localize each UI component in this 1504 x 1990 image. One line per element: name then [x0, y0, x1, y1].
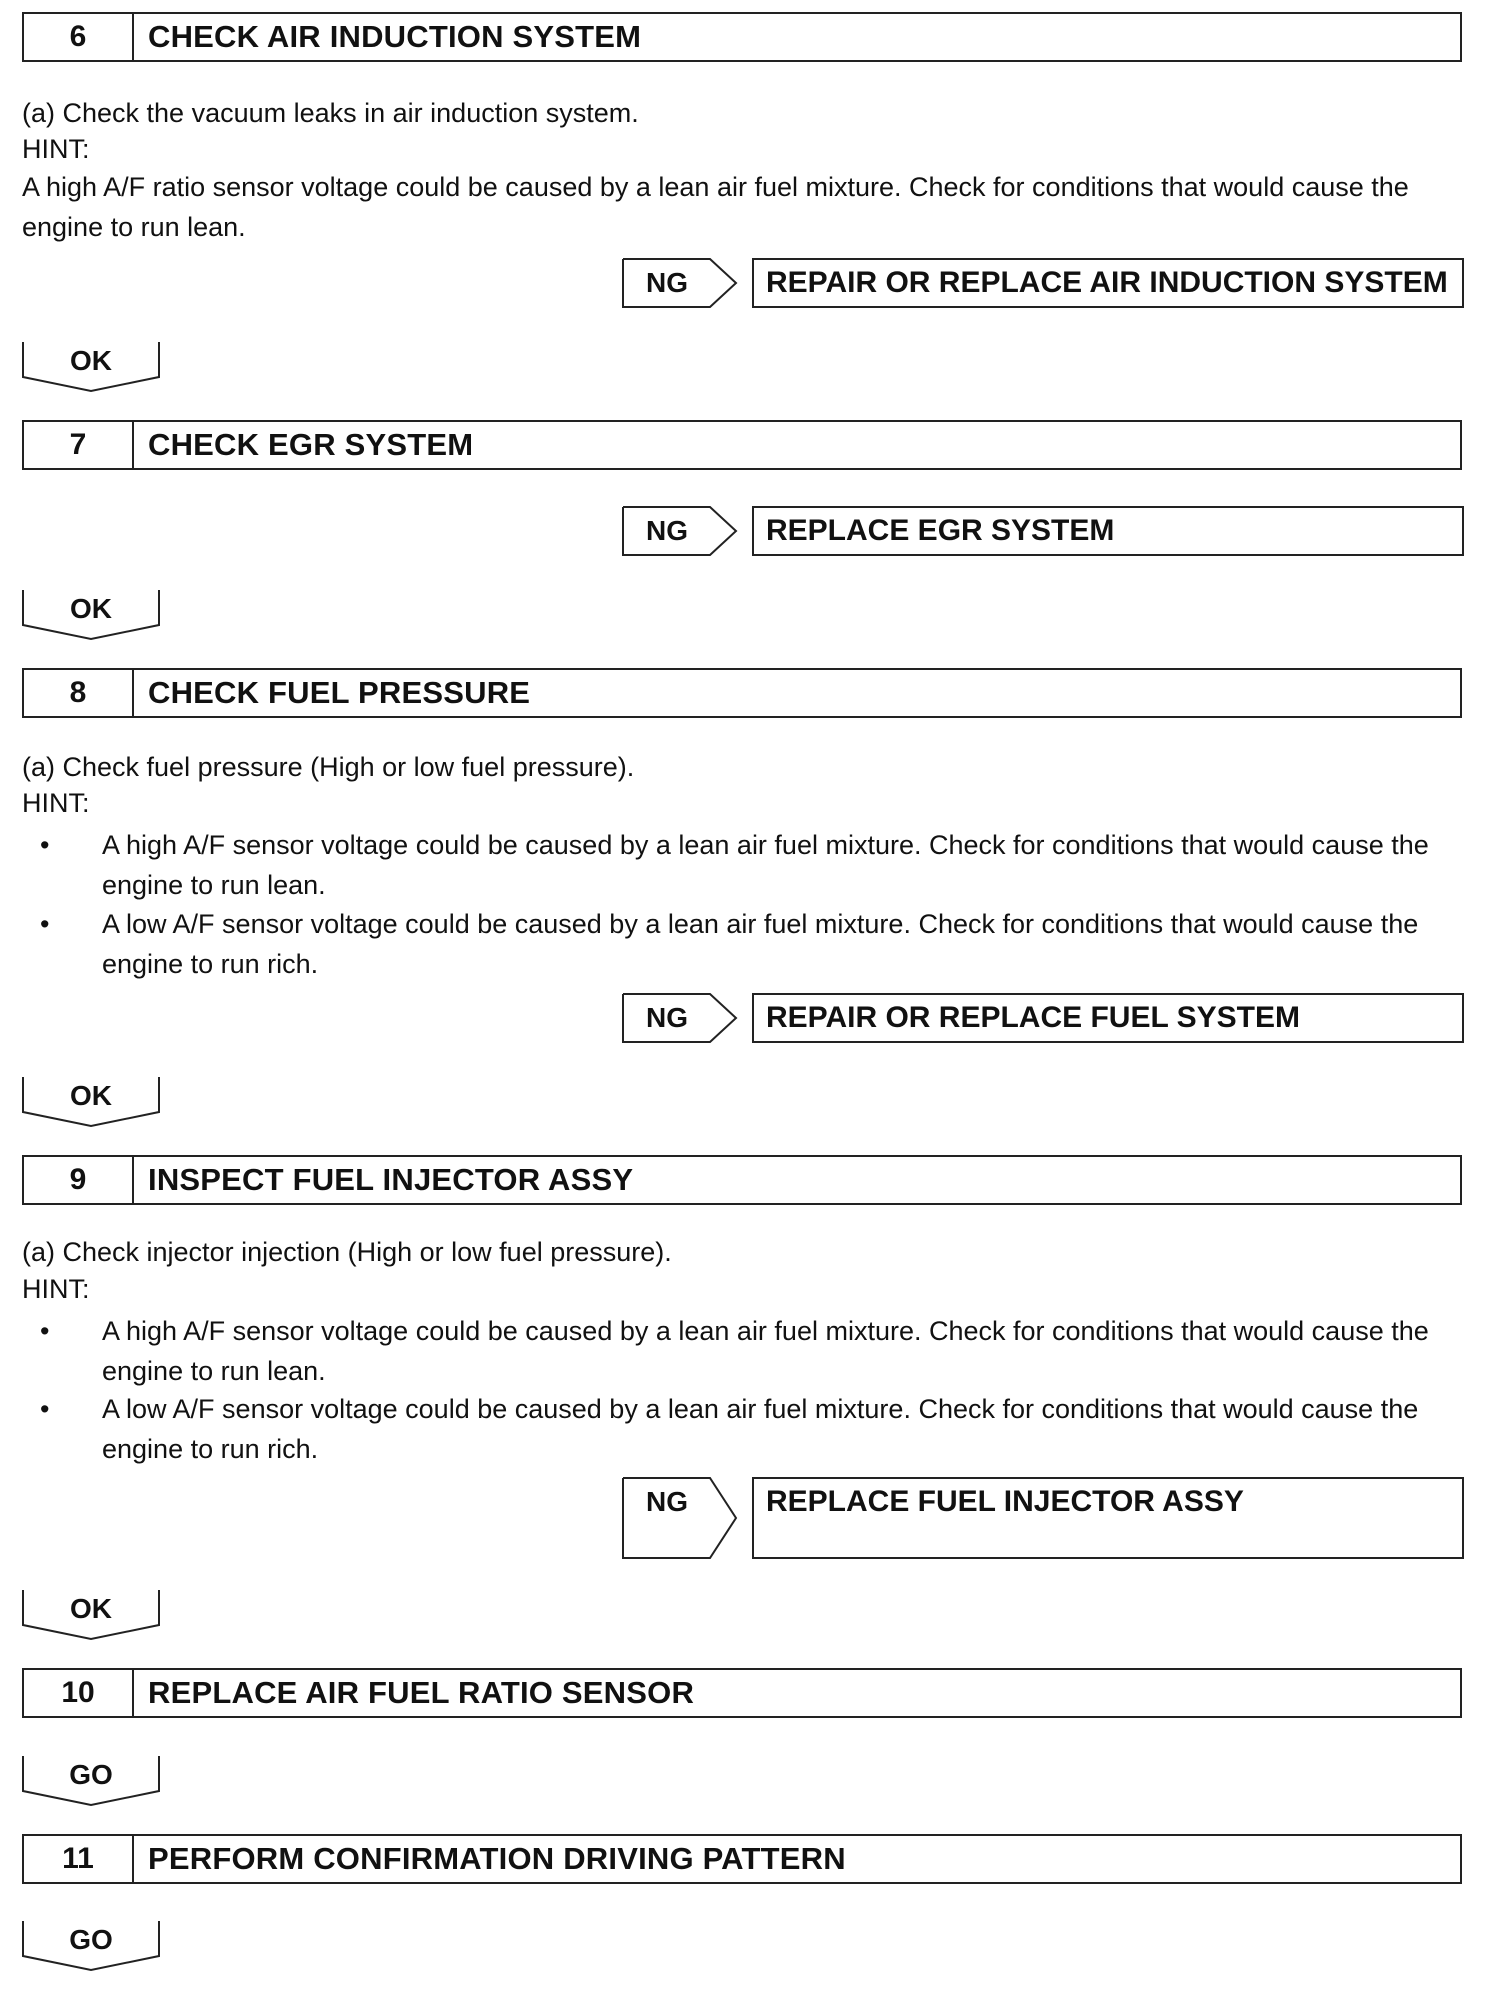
step-10-header: [22, 1668, 1462, 1718]
step-6-hint-text: A high A/F ratio sensor voltage could be caused by a lean air fuel mixture. Check for conditions that would cause the engine to run lean.: [22, 172, 1409, 242]
step-number: 8: [24, 670, 134, 716]
ng-result-7: REPLACE EGR SYSTEM: [752, 506, 1464, 556]
step-6-header: [22, 12, 1462, 62]
hint-label: HINT:: [22, 788, 90, 818]
step-8-header: [22, 668, 1462, 718]
step-9-item-a: (a) Check injector injection (High or low fuel pressure).: [22, 1237, 672, 1267]
step-number: 10: [24, 1670, 134, 1716]
step-6-item-a: (a) Check the vacuum leaks in air induction system.: [22, 98, 639, 128]
step-title: PERFORM CONFIRMATION DRIVING PATTERN: [148, 1841, 846, 1876]
step-11-header: [22, 1834, 1462, 1884]
step-title: CHECK AIR INDUCTION SYSTEM: [148, 19, 642, 54]
go-label: GO: [69, 1759, 113, 1790]
step-7-header: [22, 420, 1462, 470]
ok-button-6: [22, 341, 160, 393]
bullet: •: [40, 1316, 50, 1346]
ok-label: OK: [70, 1080, 112, 1111]
go-label: GO: [69, 1924, 113, 1955]
ng-result-6: REPAIR OR REPLACE AIR INDUCTION SYSTEM: [752, 258, 1464, 308]
ng-result-8: REPAIR OR REPLACE FUEL SYSTEM: [752, 993, 1464, 1043]
step-8-hint-bullet-1: A high A/F sensor voltage could be caused by a lean air fuel mixture. Check for conditions that would cause the engine to run lean.: [102, 830, 1429, 900]
bullet: •: [40, 830, 50, 860]
step-9-header: [22, 1155, 1462, 1205]
step-9-hint-bullet-2: A low A/F sensor voltage could be caused by a lean air fuel mixture. Check for conditions that would cause the engine to run rich.: [102, 1394, 1419, 1464]
step-number: 11: [24, 1836, 134, 1882]
bullet: •: [40, 1394, 50, 1424]
ng-label: NG: [646, 1486, 688, 1517]
step-number: 9: [24, 1157, 134, 1203]
ng-label: NG: [646, 1002, 688, 1033]
step-title: REPLACE AIR FUEL RATIO SENSOR: [148, 1675, 695, 1710]
step-8-hint-bullet-2: A low A/F sensor voltage could be caused by a lean air fuel mixture. Check for conditions that would cause the engine to run rich.: [102, 909, 1419, 979]
ng-label: NG: [646, 515, 688, 546]
go-button-10: [22, 1755, 160, 1807]
ok-label: OK: [70, 1593, 112, 1624]
step-9-hint-bullet-1: A high A/F sensor voltage could be caused by a lean air fuel mixture. Check for conditions that would cause the engine to run lean.: [102, 1316, 1429, 1386]
ng-result-9: REPLACE FUEL INJECTOR ASSY: [752, 1477, 1464, 1559]
ok-button-9: [22, 1589, 160, 1641]
step-title: CHECK EGR SYSTEM: [148, 427, 474, 462]
step-title: INSPECT FUEL INJECTOR ASSY: [148, 1162, 634, 1197]
bullet: •: [40, 909, 50, 939]
step-title: CHECK FUEL PRESSURE: [148, 675, 531, 710]
ng-label: NG: [646, 267, 688, 298]
step-number: 6: [24, 14, 134, 60]
hint-label: HINT:: [22, 1274, 90, 1304]
step-8-item-a: (a) Check fuel pressure (High or low fuel pressure).: [22, 752, 635, 782]
step-number: 7: [24, 422, 134, 468]
ok-button-8: [22, 1076, 160, 1128]
go-button-11: [22, 1920, 160, 1972]
ok-button-7: [22, 589, 160, 641]
ok-label: OK: [70, 345, 112, 376]
hint-label: HINT:: [22, 134, 90, 164]
ok-label: OK: [70, 593, 112, 624]
